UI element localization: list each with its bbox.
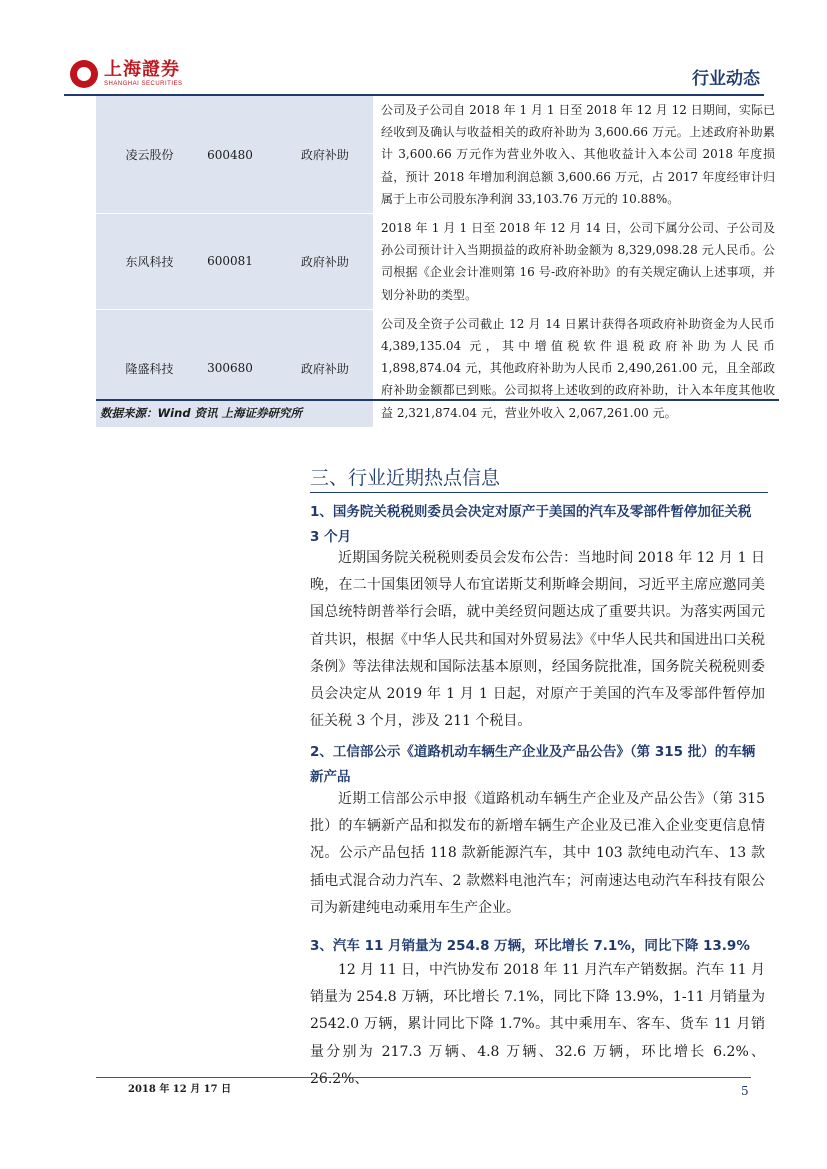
section-title: 三、行业近期热点信息 — [310, 467, 501, 489]
data-source-note: 数据来源：Wind 资讯 上海证券研究所 — [100, 406, 303, 420]
page-header — [64, 56, 764, 96]
table-row — [96, 96, 779, 214]
page-number: 5 — [741, 1084, 749, 1098]
footer-divider — [96, 1077, 751, 1078]
stock-code: 600480 — [203, 96, 277, 214]
event-description: 公司及子公司自 2018 年 1 月 1 日至 2018 年 12 月 12 日期间，实际已经收到及确认与收益相关的政府补助为 3,600.66 万元。上述政府补助累计 3,600.66 万元作为营业外收入、其他收益计入本公司 2018 年度损益，预计 2018 年增加利润总额 3,600.66 万元，占 2017 年度经审计归属于上市公司股东净利润 33,103.76 万元的 10.88%。 — [373, 96, 779, 214]
logo-emblem-icon — [70, 60, 98, 88]
company-name: 隆盛科技 — [96, 309, 203, 427]
stock-code: 300680 — [203, 309, 277, 427]
news-body-3: 12 月 11 日，中汽协发布 2018 年 11 月汽车产销数据。汽车 11 月销量为 254.8 万辆，环比增长 7.1%，同比下降 13.9%，1-11 月销量为 2542.0 万辆，累计同比下降 1.7%。其中乘用车、客车、货车 11 月销量分别为 217.3 万辆、4.8 万辆、32.6 万辆，环比增长 6.2%、26.2%、 — [310, 962, 765, 1087]
stock-code: 600081 — [203, 214, 277, 310]
logo-text: 上海證券 — [104, 59, 180, 80]
news-heading-1: 1、国务院关税税则委员会决定对原产于美国的汽车及零部件暂停加征关税 3 个月 — [310, 504, 752, 545]
news-body-1: 近期国务院关税税则委员会发布公告：当地时间 2018 年 12 月 1 日晚，在二十国集团领导人布宜诺斯艾利斯峰会期间，习近平主席应邀同美国总统特朗普举行会晤，就中美经贸问题达成了重要共识。为落实两国元首共识，根据《中华人民共和国对外贸易法》《中华人民共和国进出口关税条例》等法律法规和国际法基本原则，经国务院批准，国务院关税税则委员会决定从 2019 年 1 月 1 日起，对原产于美国的汽车及零部件暂停加征关税 3 个月，涉及 211 个税目。 — [310, 550, 765, 730]
event-description: 公司及全资子公司截止 12 月 14 日累计获得各项政府补助资金为人民币 4,389,135.04 元，其中增值税软件退税政府补助为人民币 1,898,874.04 元，其他政府补助为人民币 2,490,261.00 元，且全部政府补助金额都已到账。公司拟将上述收到的政府补助，计入本年度其他收益 2,321,874.04 元，营业外收入 2,067,261.00 元。 — [373, 309, 779, 427]
logo-subtext: SHANGHAI SECURITIES — [104, 81, 183, 87]
event-type: 政府补助 — [277, 309, 373, 427]
header-title: 行业动态 — [692, 69, 760, 89]
news-heading-3: 3、汽车 11 月销量为 254.8 万辆，环比增长 7.1%，同比下降 13.9% — [310, 938, 750, 954]
table-row — [96, 214, 779, 310]
news-body-2: 近期工信部公示申报《道路机动车辆生产企业及产品公告》（第 315 批）的车辆新产品和拟发布的新增车辆生产企业及已准入企业变更信息情况。公示产品包括 118 款新能源汽车，其中 103 款纯电动汽车、13 款插电式混合动力汽车、2 款燃料电池汽车；河南速达电动汽车科技有限公司为新建纯电动乘用车生产企业。 — [310, 791, 765, 916]
section-divider — [310, 492, 768, 493]
company-logo — [70, 60, 183, 88]
event-type: 政府补助 — [277, 214, 373, 310]
subsidy-table — [96, 96, 779, 428]
report-date: 2018 年 12 月 17 日 — [128, 1084, 232, 1095]
news-heading-2: 2、工信部公示《道路机动车辆生产企业及产品公告》（第 315 批）的车辆新产品 — [310, 744, 756, 785]
company-name: 凌云股份 — [96, 96, 203, 214]
event-description: 2018 年 1 月 1 日至 2018 年 12 月 14 日，公司下属分公司、子公司及孙公司预计计入当期损益的政府补助金额为 8,329,098.28 元人民币。公司根据《企业会计准则第 16 号-政府补助》的有关规定确认上述事项，并划分补助的类型。 — [373, 214, 779, 310]
event-type: 政府补助 — [277, 96, 373, 214]
company-name: 东风科技 — [96, 214, 203, 310]
table-bottom-rule — [96, 399, 779, 401]
